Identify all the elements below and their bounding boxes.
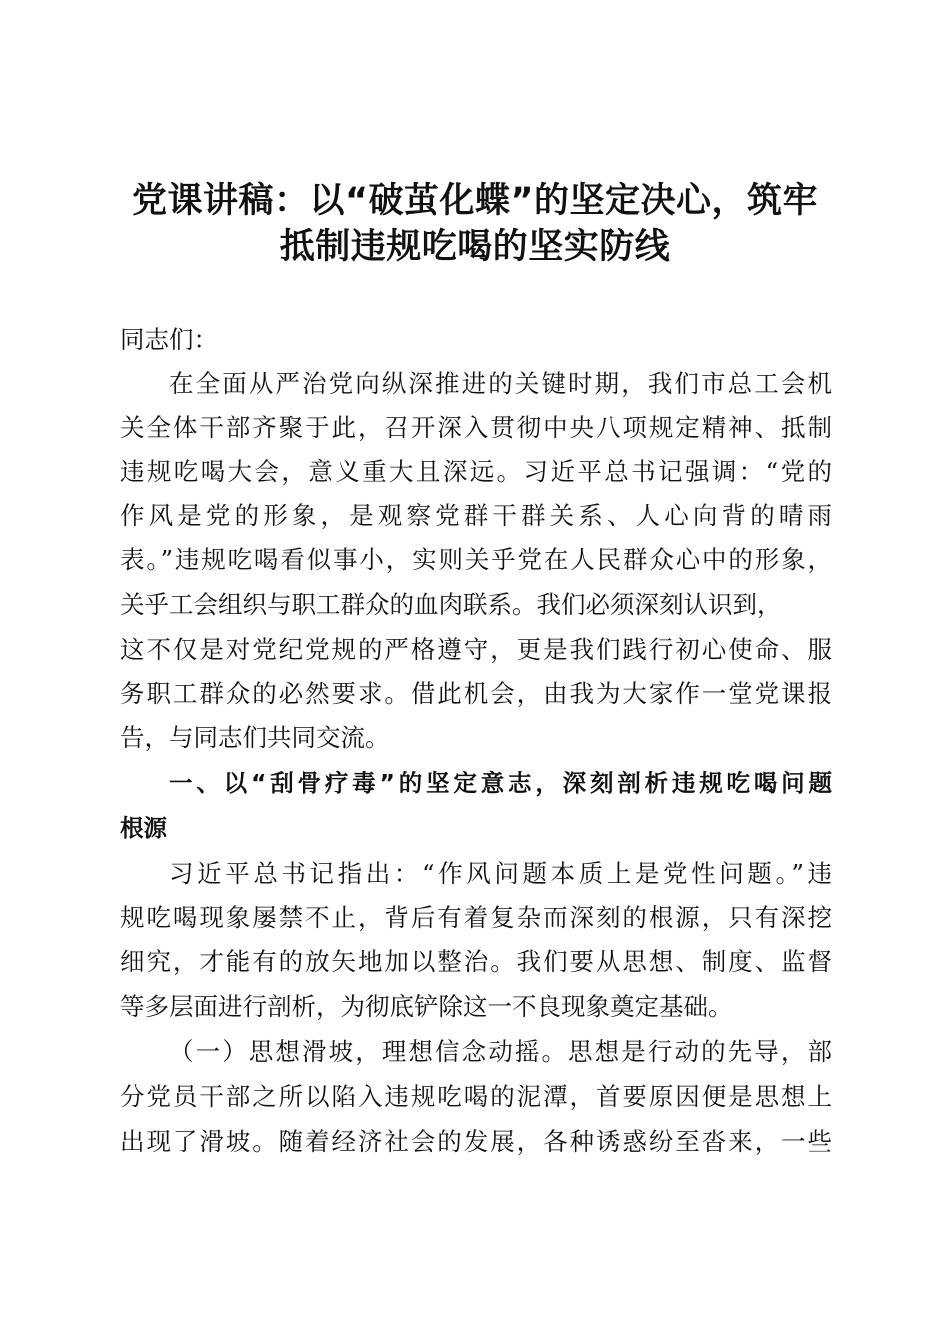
paragraph-line: 作风是党的形象，是观察党群干群关系、人心向背的晴雨 [120, 501, 832, 530]
section-heading: 根源 [120, 814, 167, 842]
section-heading: 一、以“刮骨疗毒”的坚定意志，深刻剖析违规吃喝问题 [169, 769, 832, 797]
document-title-line-2: 抵制违规吃喝的坚实防线 [279, 227, 671, 267]
paragraph-line: 表。”违规吃喝看似事小，实则关乎党在人民群众心中的形象， [120, 545, 832, 574]
paragraph-line: 习近平总书记指出：“作风问题本质上是党性问题。”违 [169, 859, 832, 888]
paragraph-line: 务职工群众的必然要求。借此机会，由我为大家作一堂党课报 [120, 679, 832, 708]
salutation: 同志们： [120, 325, 218, 354]
paragraph-line: 告，与同志们共同交流。 [120, 723, 390, 752]
paragraph-line: 违规吃喝大会，意义重大且深远。习近平总书记强调：“党的 [120, 457, 832, 486]
paragraph-line: 关乎工会组织与职工群众的血肉联系。我们必须深刻认识到， [120, 590, 782, 619]
paragraph-line: 在全面从严治党向纵深推进的关键时期，我们市总工会机 [169, 369, 832, 398]
paragraph-line: 细究，才能有的放矢地加以整治。我们要从思想、制度、监督 [120, 947, 832, 976]
document-title-line-1: 党课讲稿：以“破茧化蝶”的坚定决心，筑牢 [131, 181, 818, 221]
paragraph-line: 等多层面进行剖析，为彻底铲除这一不良现象奠定基础。 [120, 992, 733, 1021]
paragraph-line: 这不仅是对党纪党规的严格遵守，更是我们践行初心使命、服 [120, 635, 832, 664]
paragraph-line: （一）思想滑坡，理想信念动摇。思想是行动的先导，部 [169, 1037, 832, 1066]
paragraph-line: 规吃喝现象屡禁不止，背后有着复杂而深刻的根源，只有深挖 [120, 903, 832, 932]
paragraph-line: 分党员干部之所以陷入违规吃喝的泥潭，首要原因便是思想上 [120, 1082, 832, 1111]
paragraph-line: 出现了滑坡。随着经济社会的发展，各种诱惑纷至沓来，一些 [120, 1127, 832, 1156]
paragraph-line: 关全体干部齐聚于此，召开深入贯彻中央八项规定精神、抵制 [120, 413, 832, 442]
